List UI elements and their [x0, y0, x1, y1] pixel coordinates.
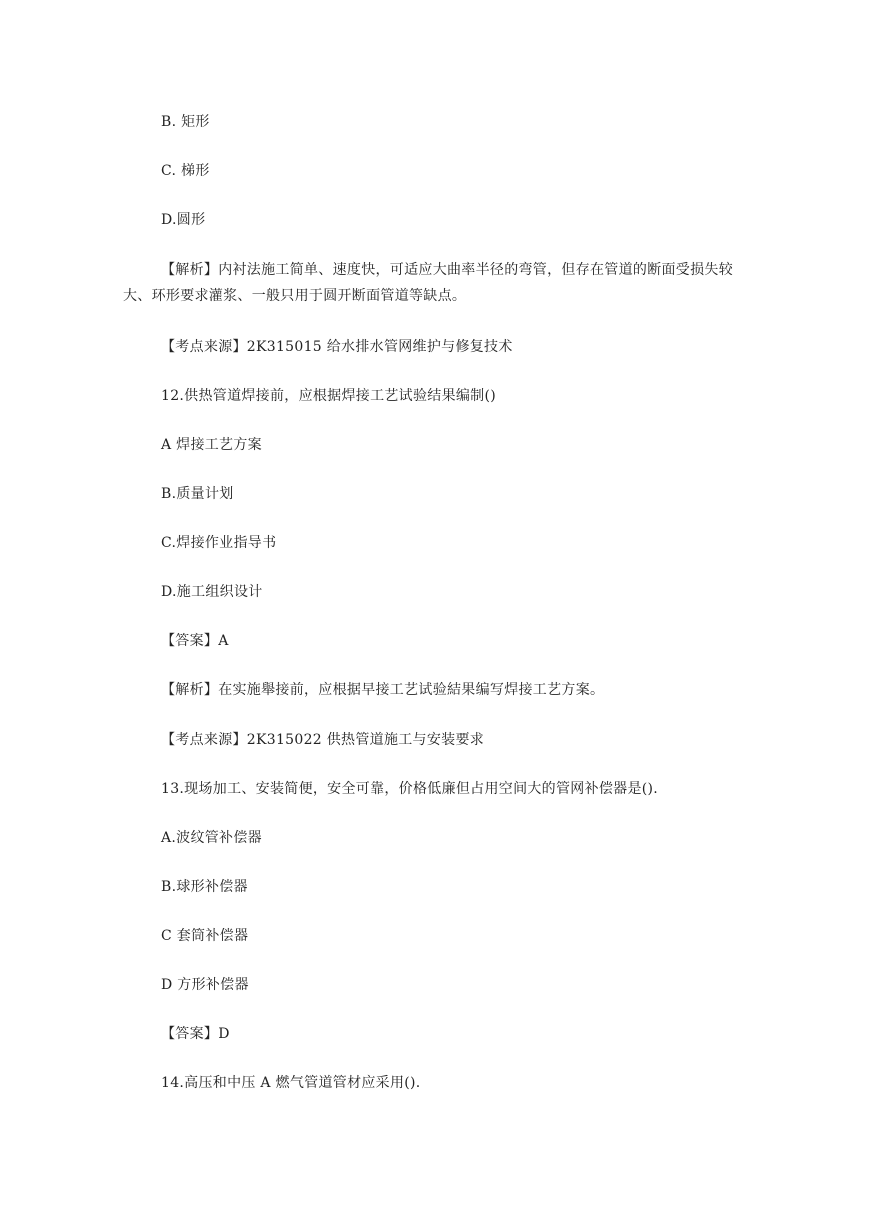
q12-source: 【考点来源】2K315022 供热管道施工与安装要求	[161, 732, 485, 748]
q12-analysis: 【解析】在实施舉接前，应根据早接工艺试验結果编写焊接工艺方案。	[161, 682, 605, 698]
q12-answer: 【答案】A	[161, 633, 229, 649]
q12-option-b: B.质量计划	[161, 486, 234, 502]
q12-question: 12.供热管道焊接前，应根据焊接工艺试验结果编制()	[161, 388, 496, 404]
q13-answer: 【答案】D	[161, 1026, 230, 1042]
option-c-trapezoid: C. 梯形	[161, 163, 210, 179]
option-d-circle: D.圆形	[161, 212, 206, 228]
q13-option-c: C 套筒补偿器	[161, 928, 249, 944]
q12-option-a: A 焊接工艺方案	[161, 437, 262, 453]
q13-option-b: B.球形补偿器	[161, 879, 248, 895]
q13-option-a: A.波纹管补偿器	[161, 830, 262, 846]
q12-option-c: C.焊接作业指导书	[161, 535, 277, 551]
q11-analysis: 【解析】内衬法施工简单、速度快，可适应大曲率半径的弯管，但存在管道的断面受损失较大、环形要求灌浆、一般只用于圆开断面管道等缺点。	[123, 262, 733, 304]
q13-option-d: D 方形补偿器	[161, 977, 249, 993]
q11-source: 【考点来源】2K315015 给水排水管网维护与修复技术	[161, 339, 513, 355]
q14-question: 14.高压和中压 A 燃气管道管材应采用().	[161, 1075, 421, 1091]
q12-option-d: D.施工组织设计	[161, 584, 263, 600]
option-b-rectangle: B. 矩形	[161, 114, 210, 130]
q13-question: 13.现场加工、安装简便，安全可靠，价格低廉但占用空间大的管网补偿器是().	[161, 781, 659, 797]
